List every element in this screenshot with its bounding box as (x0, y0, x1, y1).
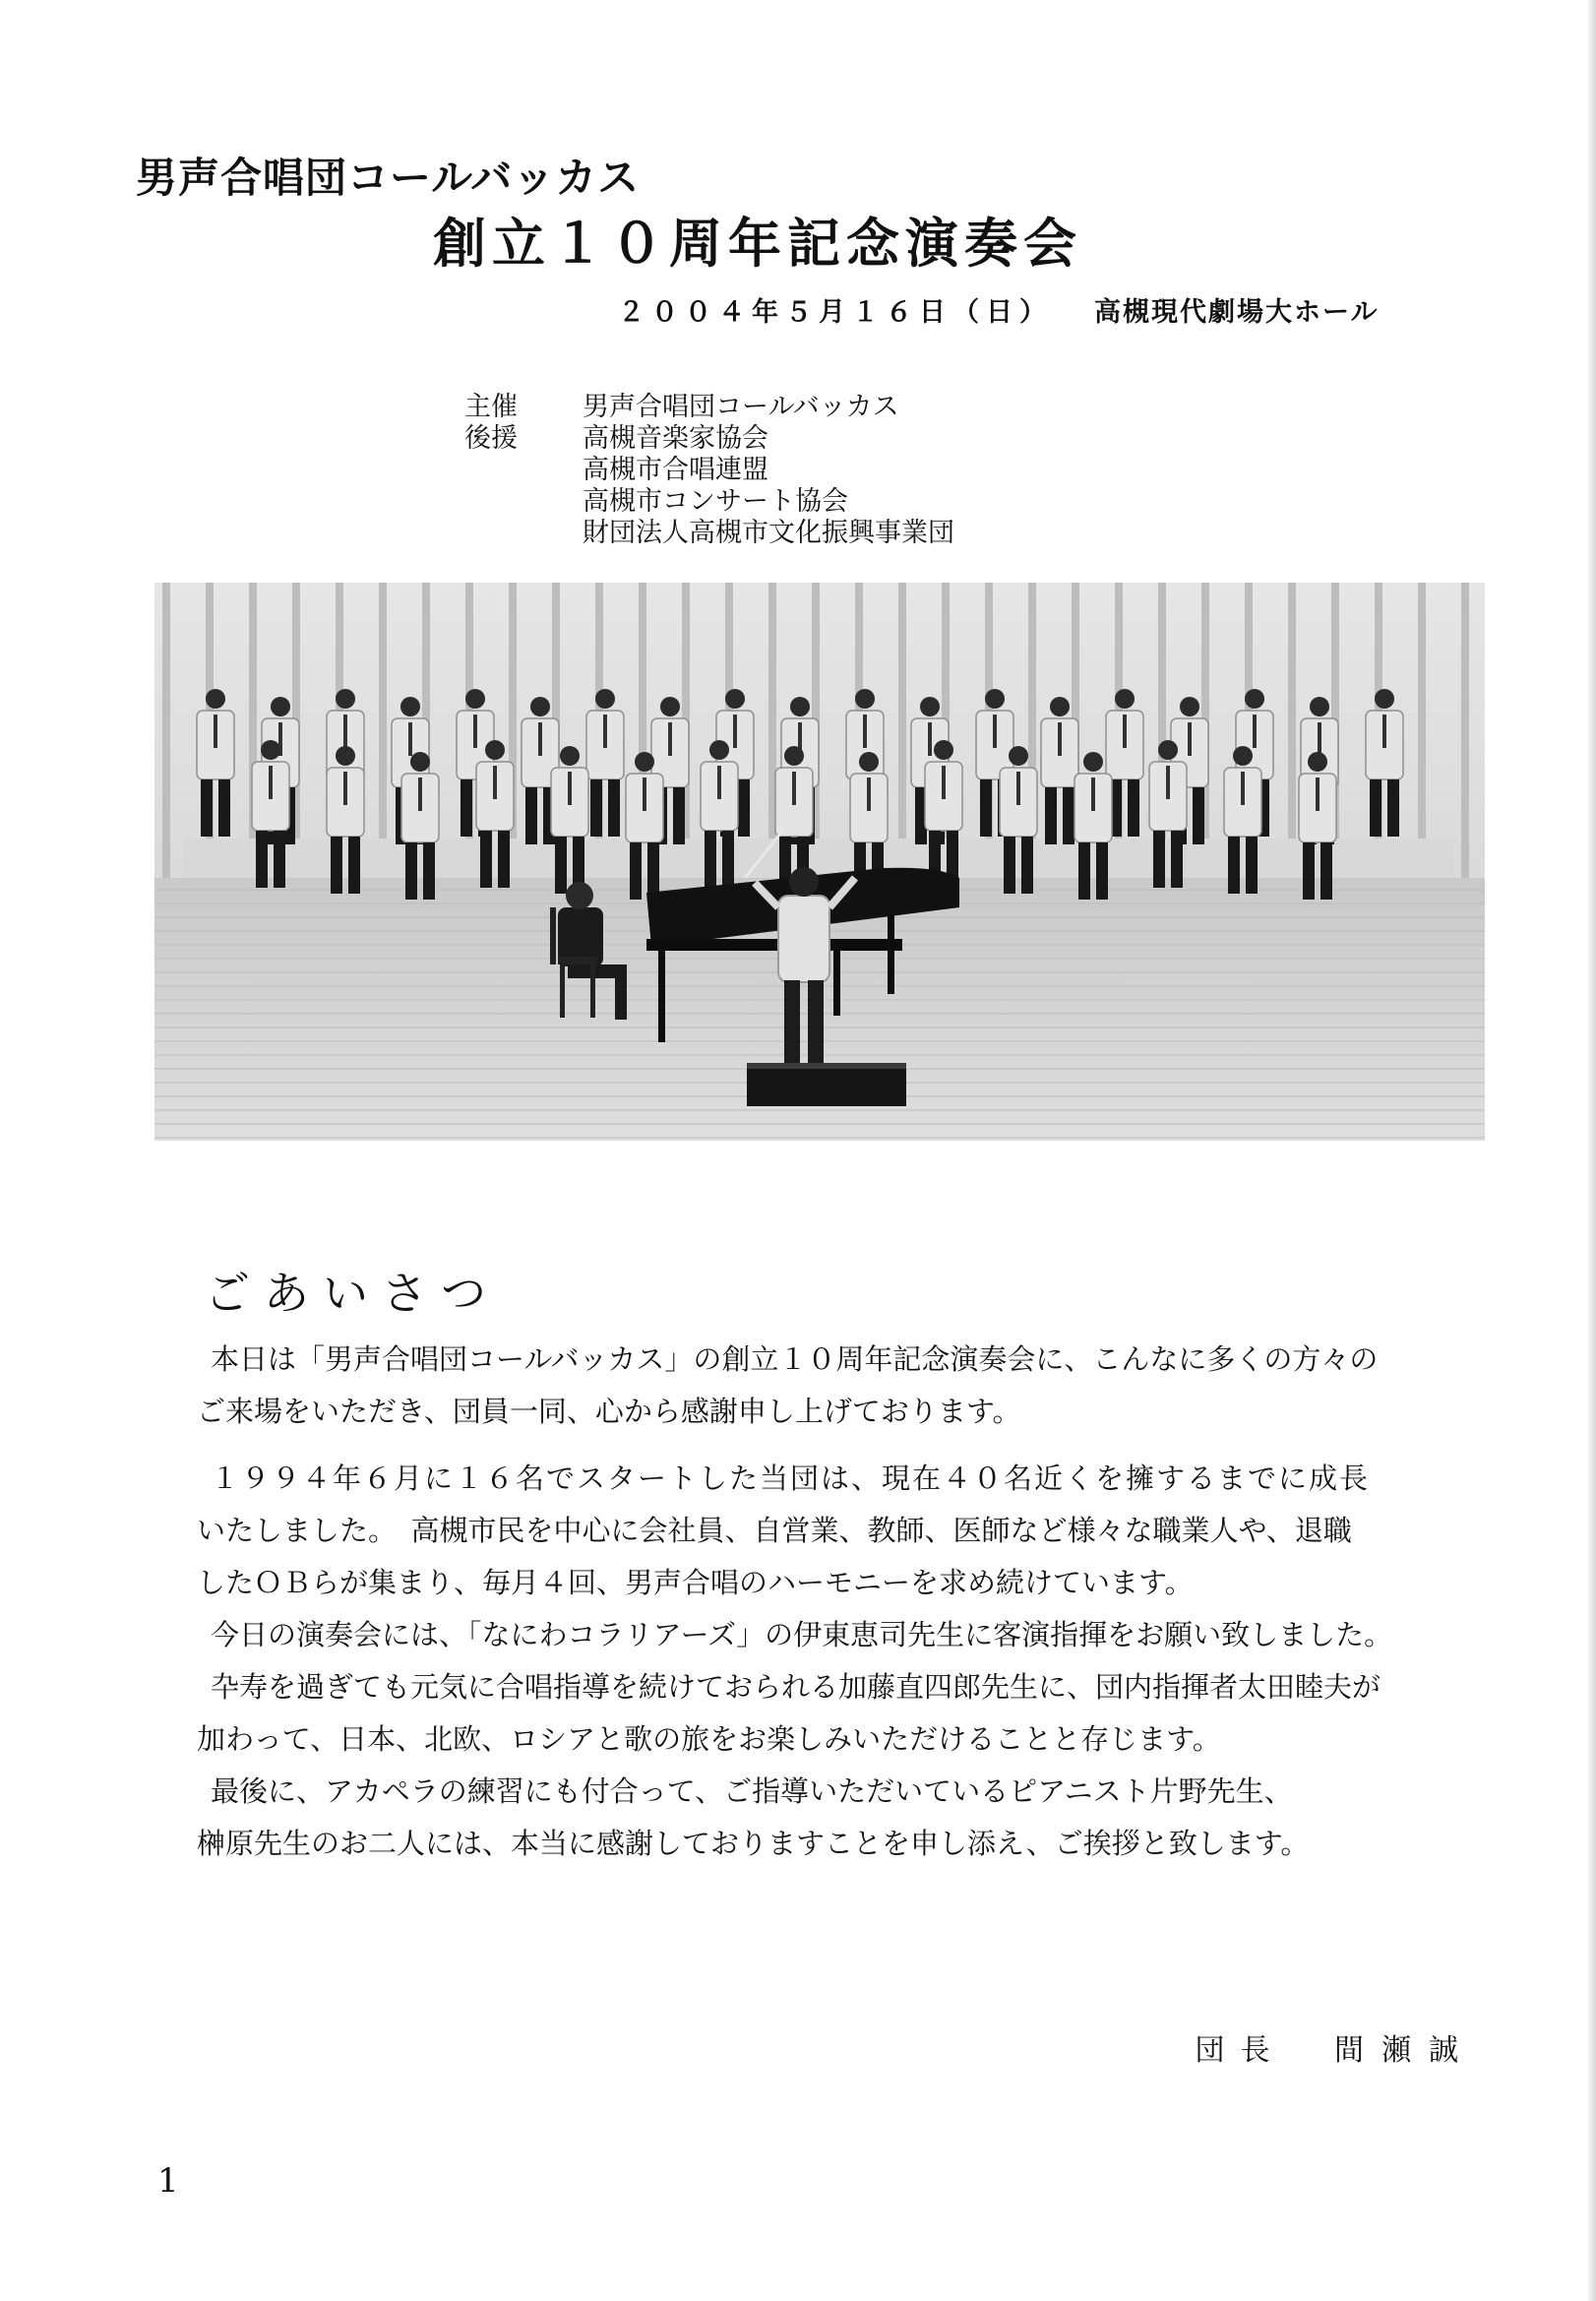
greeting-heading: ごあいさつ (205, 1267, 500, 1320)
conductor-podium (747, 1063, 906, 1106)
supporter-row (464, 455, 954, 486)
greeting-line: 今日の演奏会には、「なにわコラリアーズ」の伊東恵司先生に客演指揮をお願い致しました。 (211, 1618, 1393, 1651)
organizer-row (464, 392, 954, 423)
group-name: 男声合唱団コールバッカス (136, 154, 641, 202)
supporter-name: 高槻市コンサート協会 (583, 486, 848, 517)
greeting-line: 榊原先生のお二人には、本当に感謝しておりますことを申し添え、ご挨拶と致します。 (197, 1827, 1310, 1860)
greeting-line: したＯＢらが集まり、毎月４回、男声合唱のハーモニーを求め続けています。 (197, 1566, 1194, 1599)
greeting-line: いたしました。 高槻市民を中心に会社員、自営業、教師、医師など様々な職業人や、退職 (197, 1514, 1352, 1547)
concert-title: 創立１０周年記念演奏会 (433, 213, 1082, 275)
page-number: 1 (157, 2161, 179, 2201)
supporter-name: 高槻音楽家協会 (583, 423, 768, 454)
greeting-line: 本日は「男声合唱団コールバッカス」の創立１０周年記念演奏会に、こんなに多くの方々の (211, 1342, 1379, 1376)
organizer-name: 男声合唱団コールバッカス (583, 392, 899, 422)
greeting-line: 加わって、日本、北欧、ロシアと歌の旅をお楽しみいただけることと存じます。 (197, 1722, 1221, 1756)
choir-photo (154, 583, 1485, 1141)
page-edge (1588, 0, 1596, 2301)
organizer-label: 主催 (464, 392, 518, 422)
supporter-name: 財団法人高槻市文化振興事業団 (583, 518, 954, 548)
greeting-line: 最後に、アカペラの練習にも付合って、ご指導いただいているピアニスト片野先生、 (211, 1774, 1293, 1808)
supporter-row (464, 518, 954, 549)
supporter-label: 後援 (464, 423, 518, 454)
choir-photo-illustration (154, 583, 1485, 1141)
greeting-line: 卆寿を過ぎても元気に合唱指導を続けておられる加藤直四郎先生に、団内指揮者太田睦夫が (211, 1670, 1381, 1704)
concert-venue: 高槻現代劇場大ホール (1094, 297, 1380, 328)
concert-date: ２００４年５月１６日（日） (618, 297, 1053, 328)
signature-name: 間瀬誠 (1334, 2033, 1476, 2068)
choir-risers (184, 839, 1453, 878)
signature (1195, 2025, 1476, 2069)
signature-title: 団長 (1195, 2033, 1286, 2068)
credits-block (464, 392, 954, 549)
greeting-body (197, 1334, 1476, 1870)
greeting-line: ご来場をいただき、団員一同、心から感謝申し上げております。 (197, 1395, 1021, 1428)
supporter-name: 高槻市合唱連盟 (583, 455, 768, 485)
supporter-row (464, 486, 954, 518)
greeting-line: １９９４年６月に１６名でスタートした当団は、現在４０名近くを擁するまでに成長 (211, 1461, 1371, 1495)
supporter-row (464, 423, 954, 455)
